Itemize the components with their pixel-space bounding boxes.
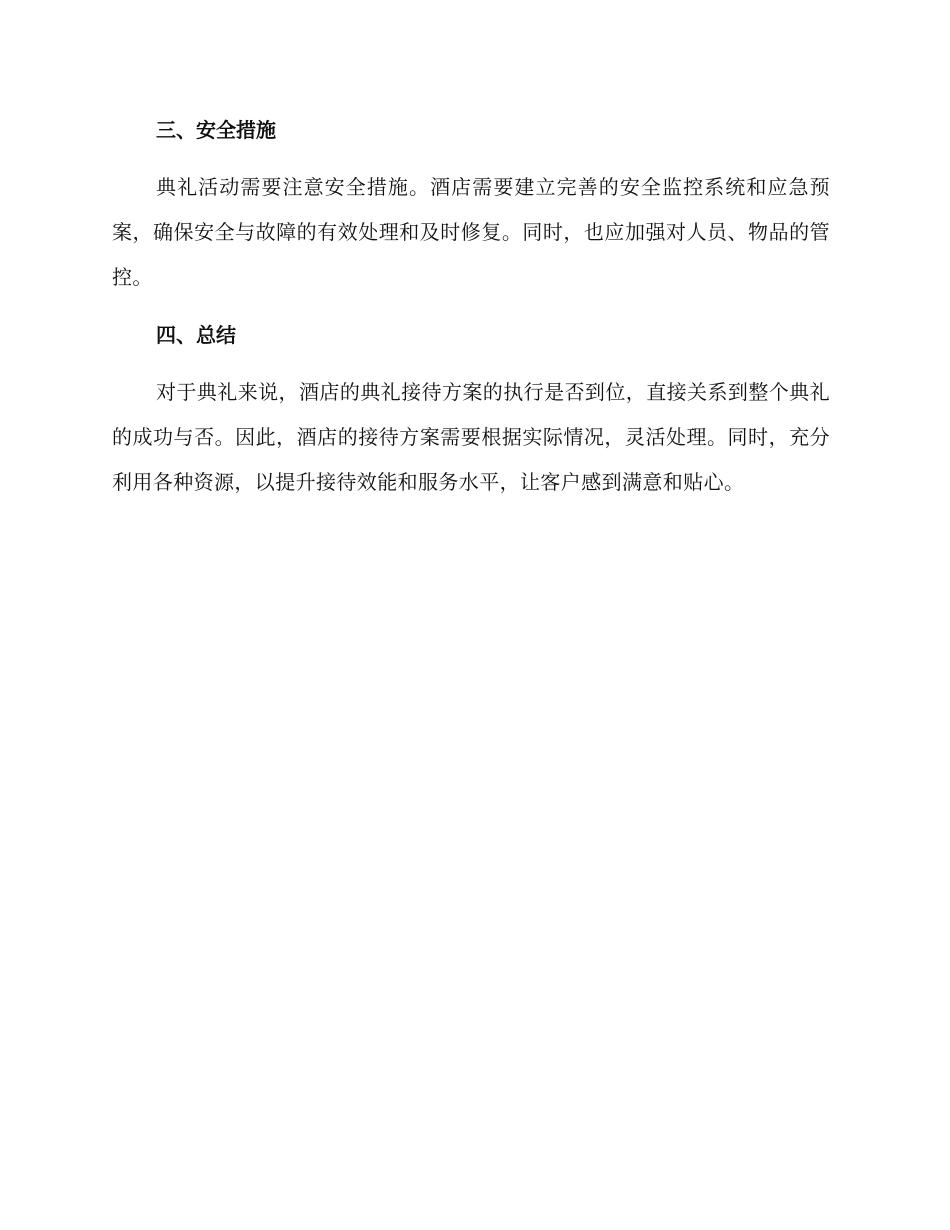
section-body-summary: 对于典礼来说，酒店的典礼接待方案的执行是否到位，直接关系到整个典礼的成功与否。因此，酒店的接待方案需要根据实际情况，灵活处理。同时，充分利用各种资源，以提升接待效能和服务水平，让客户感到满意和贴心。 xyxy=(112,380,830,494)
section-heading-safety: 三、安全措施 xyxy=(156,118,276,142)
section-body-safety: 典礼活动需要注意安全措施。酒店需要建立完善的安全监控系统和应急预案，确保安全与故障的有效处理和及时修复。同时，也应加强对人员、物品的管控。 xyxy=(112,175,830,289)
section-heading-summary: 四、总结 xyxy=(156,323,236,347)
document-page xyxy=(112,108,830,505)
